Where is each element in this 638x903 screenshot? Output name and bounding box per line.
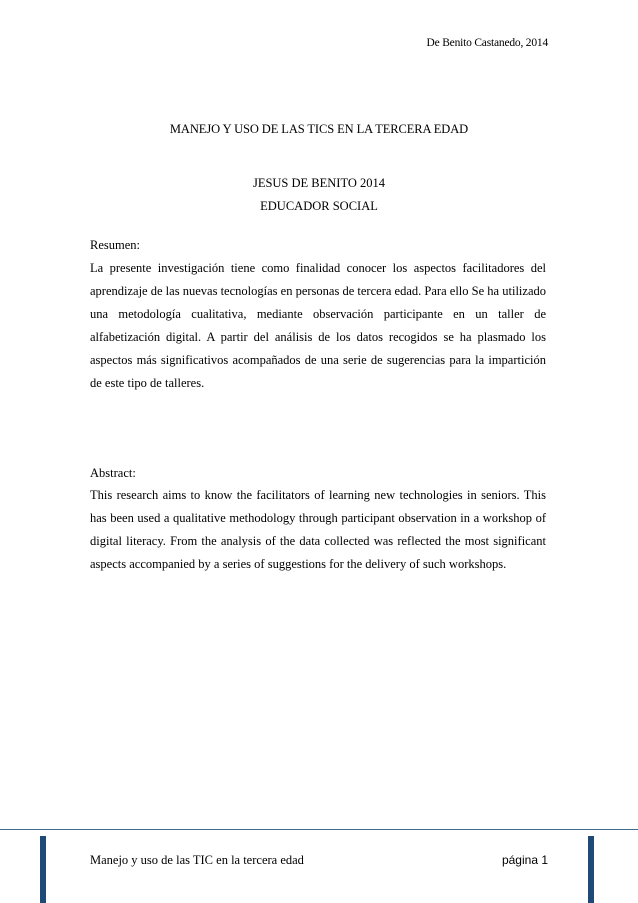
resumen-heading: Resumen: <box>90 238 140 252</box>
footer-divider <box>0 829 638 830</box>
resumen-paragraph: La presente investigación tiene como finalidad conocer los aspectos facilitadores del aprendizaje de las nuevas tecnologías en personas de tercera edad. Para ello Se ha utilizado una metodología cualitativa, mediante observación participante en un taller de alfabetización digital. A partir del análisis de los datos recogidos se ha plasmado los aspectos más significativos acompañados de una serie de sugerencias para la impartición de este tipo de talleres. <box>90 261 546 390</box>
footer-left-bar <box>40 836 46 903</box>
footer-right-bar <box>588 836 594 903</box>
footer-page-number: página 1 <box>501 853 548 867</box>
abstract-paragraph: This research aims to know the facilitators of learning new technologies in seniors. This has been used a qualitative methodology through participant observation in a workshop of digital literacy. From the analysis of the data collected was reflected the most significant aspects accompanied by a series of suggestions for the delivery of such workshops. <box>90 488 546 571</box>
author-line: JESUS DE BENITO 2014 <box>252 176 386 190</box>
document-title: MANEJO Y USO DE LAS TICS EN LA TERCERA EDAD <box>169 122 469 136</box>
running-head: De Benito Castanedo, 2014 <box>426 37 548 49</box>
author-role: EDUCADOR SOCIAL <box>260 199 378 213</box>
footer-document-name: Manejo y uso de las TIC en la tercera edad <box>90 853 304 867</box>
abstract-heading: Abstract: <box>90 466 136 480</box>
